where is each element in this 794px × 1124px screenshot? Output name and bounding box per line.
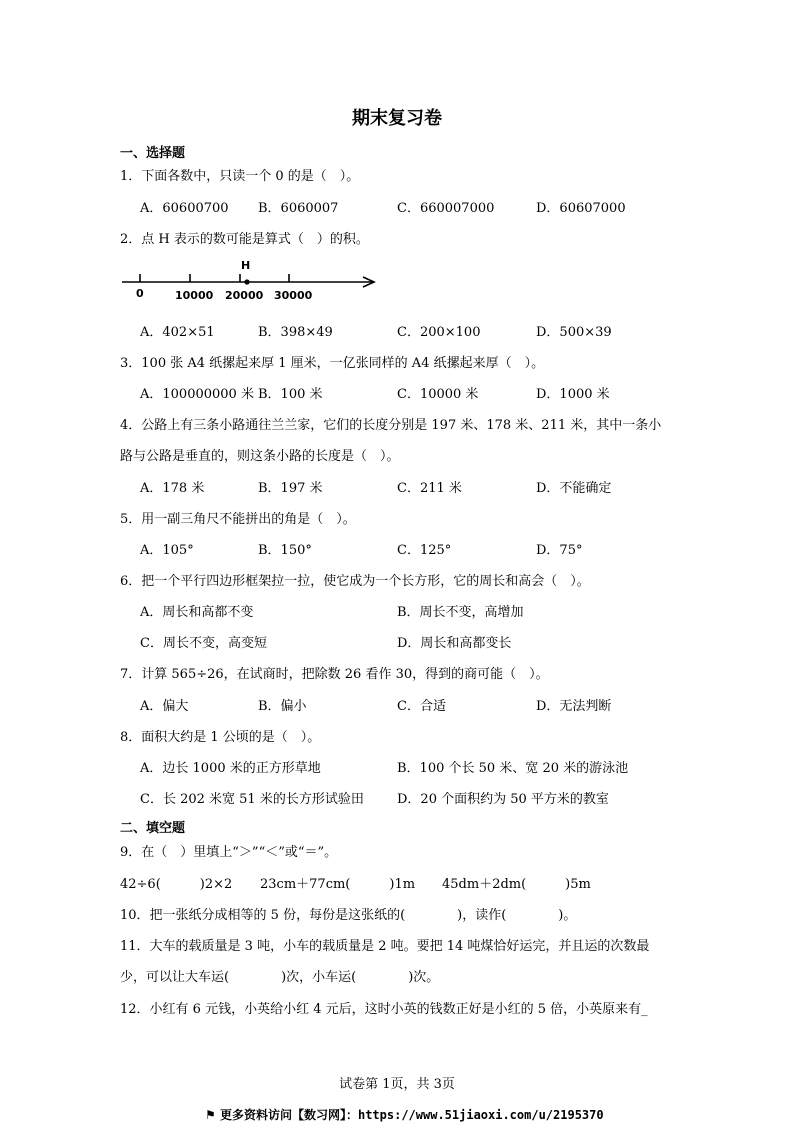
q8-option-a[interactable]: A．边长 1000 米的正方形草地	[140, 761, 321, 776]
question-7: 7．计算 565÷26，在试商时，把除数 26 看作 30，得到的商可能（ ）。	[120, 667, 549, 682]
q3-option-a[interactable]: A．100000000 米	[140, 387, 254, 402]
question-10[interactable]: 10．把一张纸分成相等的 5 份，每份是这张纸的( )，读作( )。	[120, 908, 577, 923]
bottom-note-link[interactable]: https://www.51jiaoxi.com/u/2195370	[357, 1108, 604, 1122]
question-5: 5．用一副三角尺不能拼出的角是（ ）。	[120, 512, 356, 527]
q4-option-a[interactable]: A．178 米	[140, 481, 205, 496]
section-fill: 二、填空题	[120, 821, 186, 836]
q5-option-b[interactable]: B．150°	[258, 543, 312, 558]
q7-option-a[interactable]: A．偏大	[140, 699, 189, 714]
q3-option-c[interactable]: C．10000 米	[397, 387, 479, 402]
q1-option-c[interactable]: C．660007000	[397, 201, 495, 216]
q5-option-d[interactable]: D．75°	[536, 543, 583, 558]
q1-option-d[interactable]: D．60607000	[536, 201, 626, 216]
bottom-note-prefix: 更多资料访问【数习网】：	[219, 1108, 358, 1122]
q3-option-b[interactable]: B．100 米	[258, 387, 323, 402]
q8-option-b[interactable]: B．100 个长 50 米、宽 20 米的游泳池	[397, 761, 629, 776]
q1-option-b[interactable]: B．6060007	[258, 201, 339, 216]
q6-option-c[interactable]: C．周长不变，高变短	[140, 636, 267, 651]
q5-option-c[interactable]: C．125°	[397, 543, 452, 558]
q9-expression-1[interactable]: 42÷6( )2×2	[120, 877, 233, 892]
page-footer: 试卷第 1页，共 3页	[339, 1077, 455, 1092]
question-2: 2．点 H 表示的数可能是算式（ ）的积。	[120, 232, 369, 247]
q7-option-d[interactable]: D．无法判断	[536, 699, 612, 714]
tick-label-10000: 10000	[175, 289, 214, 302]
q5-option-a[interactable]: A．105°	[140, 543, 194, 558]
q4-option-c[interactable]: C．211 米	[397, 481, 462, 496]
q6-option-d[interactable]: D．周长和高都变长	[397, 636, 512, 651]
q4-option-d[interactable]: D．不能确定	[536, 481, 612, 496]
question-8: 8．面积大约是 1 公顷的是（ ）。	[120, 730, 321, 745]
q8-option-d[interactable]: D．20 个面积约为 50 平方米的教室	[397, 792, 609, 807]
q1-option-a[interactable]: A．60600700	[140, 201, 229, 216]
q7-option-c[interactable]: C．合适	[397, 699, 446, 714]
q2-option-b[interactable]: B．398×49	[258, 325, 333, 340]
bottom-note	[205, 1106, 604, 1123]
q4-option-b[interactable]: B．197 米	[258, 481, 323, 496]
q6-option-b[interactable]: B．周长不变，高增加	[397, 605, 524, 620]
flag-icon: ⚑	[205, 1108, 216, 1122]
q9-expression-3[interactable]: 45dm＋2dm( )5m	[442, 877, 591, 892]
question-11-line-1: 11．大车的载质量是 3 吨，小车的载质量是 2 吨。要把 14 吨煤恰好运完，并且运的次数最	[120, 939, 650, 954]
question-6: 6．把一个平行四边形框架拉一拉，使它成为一个长方形，它的周长和高会（ ）。	[120, 574, 590, 589]
point-h	[244, 279, 249, 284]
number-line	[120, 258, 390, 306]
tick-label-0: 0	[136, 287, 144, 300]
point-h-label: H	[241, 259, 251, 272]
question-4-line-1: 4．公路上有三条小路通往兰兰家，它们的长度分别是 197 米、178 米、211 米，其中一条小	[120, 418, 662, 433]
question-11-line-2[interactable]: 少，可以让大车运( )次，小车运( )次。	[120, 970, 440, 985]
q2-option-a[interactable]: A．402×51	[140, 325, 215, 340]
q2-option-d[interactable]: D．500×39	[536, 325, 612, 340]
q6-option-a[interactable]: A．周长和高都不变	[140, 605, 254, 620]
question-1: 1．下面各数中，只读一个 0 的是（ ）。	[120, 169, 360, 184]
question-9: 9．在（ ）里填上“＞”“＜”或“＝”。	[120, 845, 338, 860]
q3-option-d[interactable]: D．1000 米	[536, 387, 610, 402]
section-choice: 一、选择题	[120, 146, 186, 161]
tick-label-20000: 20000	[225, 289, 264, 302]
q7-option-b[interactable]: B．偏小	[258, 699, 307, 714]
tick-label-30000: 30000	[274, 289, 313, 302]
q2-option-c[interactable]: C．200×100	[397, 325, 481, 340]
question-3: 3．100 张 A4 纸摞起来厚 1 厘米，一亿张同样的 A4 纸摞起来厚（ ）。	[120, 356, 545, 371]
q9-expression-2[interactable]: 23cm＋77cm( )1m	[260, 877, 416, 892]
q8-option-c[interactable]: C．长 202 米宽 51 米的长方形试验田	[140, 792, 364, 807]
page-title: 期末复习卷	[352, 108, 442, 129]
question-12[interactable]: 12．小红有 6 元钱，小英给小红 4 元后，这时小英的钱数正好是小红的 5 倍，小英原来有_	[120, 1002, 648, 1017]
question-4-line-2: 路与公路是垂直的，则这条小路的长度是（ ）。	[120, 449, 400, 464]
